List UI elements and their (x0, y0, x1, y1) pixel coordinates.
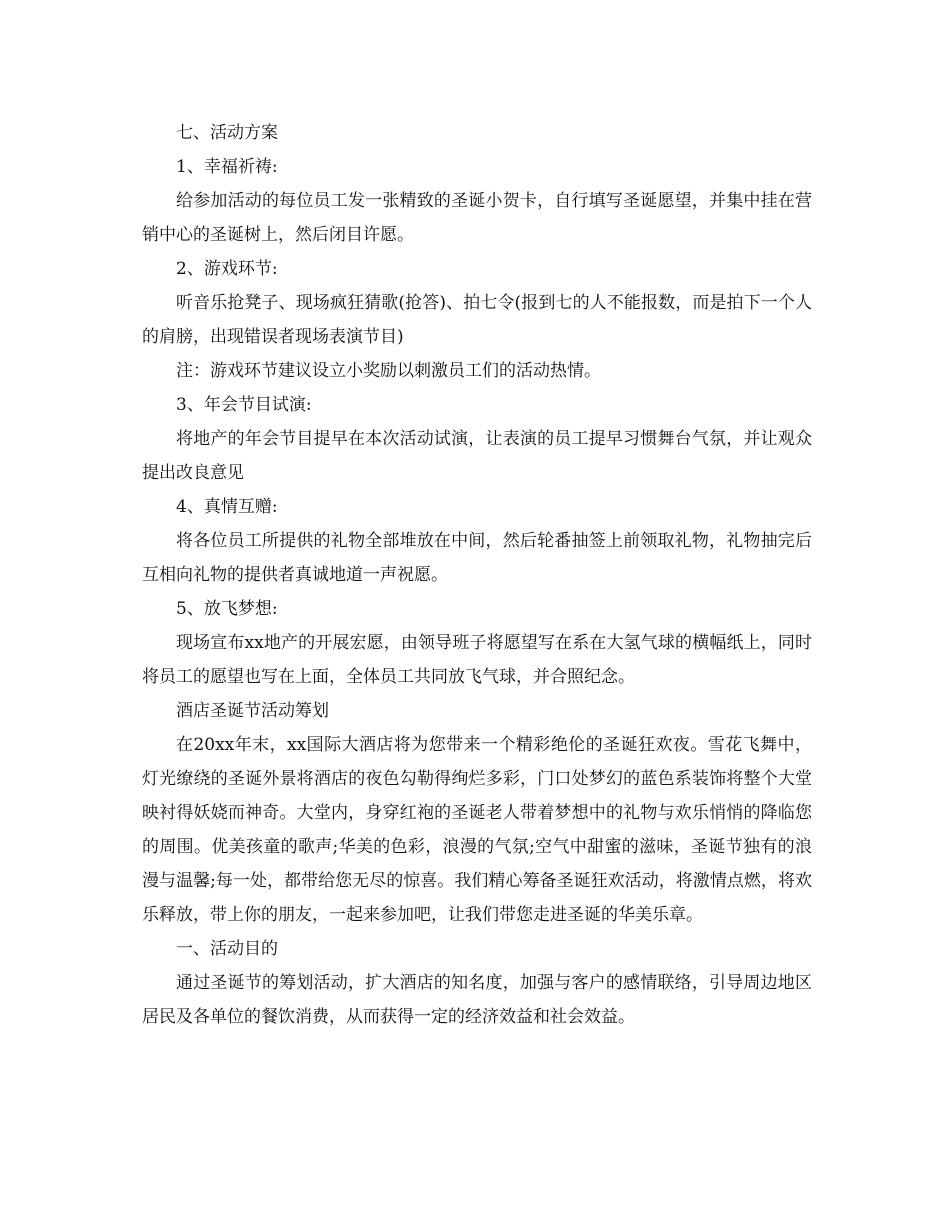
heading-activity-plan: 七、活动方案 (176, 123, 278, 143)
paragraph-game-note: 注：游戏环节建议设立小奖励以刺激员工们的活动热情。 (176, 361, 601, 381)
paragraph-gift-exchange: 将各位员工所提供的礼物全部堆放在中间，然后轮番抽签上前领取礼物，礼物抽完后互相向礼物的提供者真诚地道一声祝愿。 (142, 531, 812, 585)
paragraph-game-section: 听音乐抢凳子、现场疯狂猜歌(抢答)、拍七令(报到七的人不能报数，而是拍下一个人的肩膀，出现错误者现场表演节目) (142, 293, 812, 347)
heading-game-section: 2、游戏环节: (176, 259, 278, 279)
heading-activity-purpose: 一、活动目的 (176, 939, 278, 959)
paragraph-hotel-intro: 在20xx年末，xx国际大酒店将为您带来一个精彩绝伦的圣诞狂欢夜。雪花飞舞中，灯光缭绕的圣诞外景将酒店的夜色勾勒得绚烂多彩，门口处梦幻的蓝色系装饰将整个大堂映衬得妖娆而神奇。大堂内，身穿红袍的圣诞老人带着梦想中的礼物与欢乐悄悄的降临您的周围。优美孩童的歌声;华美的色彩，浪漫的气氛;空气中甜蜜的滋味，圣诞节独有的浪漫与温馨;每一处，都带给您无尽的惊喜。我们精心筹备圣诞狂欢活动，将激情点燃，将欢乐释放，带上你的朋友，一起来参加吧，让我们带您走进圣诞的华美乐章。 (142, 735, 812, 925)
paragraph-fly-dreams: 现场宣布xx地产的开展宏愿，由领导班子将愿望写在系在大氢气球的横幅纸上，同时将员工的愿望也写在上面，全体员工共同放飞气球，并合照纪念。 (142, 633, 812, 687)
paragraph-happy-prayer: 给参加活动的每位员工发一张精致的圣诞小贺卡，自行填写圣诞愿望，并集中挂在营销中心的圣诞树上，然后闭目许愿。 (142, 191, 812, 245)
heading-rehearsal: 3、年会节目试演: (176, 395, 312, 415)
document-body (142, 116, 812, 1034)
paragraph-rehearsal: 将地产的年会节目提早在本次活动试演，让表演的员工提早习惯舞台气氛，并让观众提出改良意见 (142, 429, 812, 483)
heading-gift-exchange: 4、真情互赠: (176, 497, 278, 517)
heading-hotel-plan: 酒店圣诞节活动筹划 (176, 701, 329, 721)
heading-happy-prayer: 1、幸福祈祷: (176, 157, 278, 177)
paragraph-activity-purpose: 通过圣诞节的筹划活动，扩大酒店的知名度，加强与客户的感情联络，引导周边地区居民及各单位的餐饮消费，从而获得一定的经济效益和社会效益。 (142, 973, 812, 1027)
heading-fly-dreams: 5、放飞梦想: (176, 599, 278, 619)
